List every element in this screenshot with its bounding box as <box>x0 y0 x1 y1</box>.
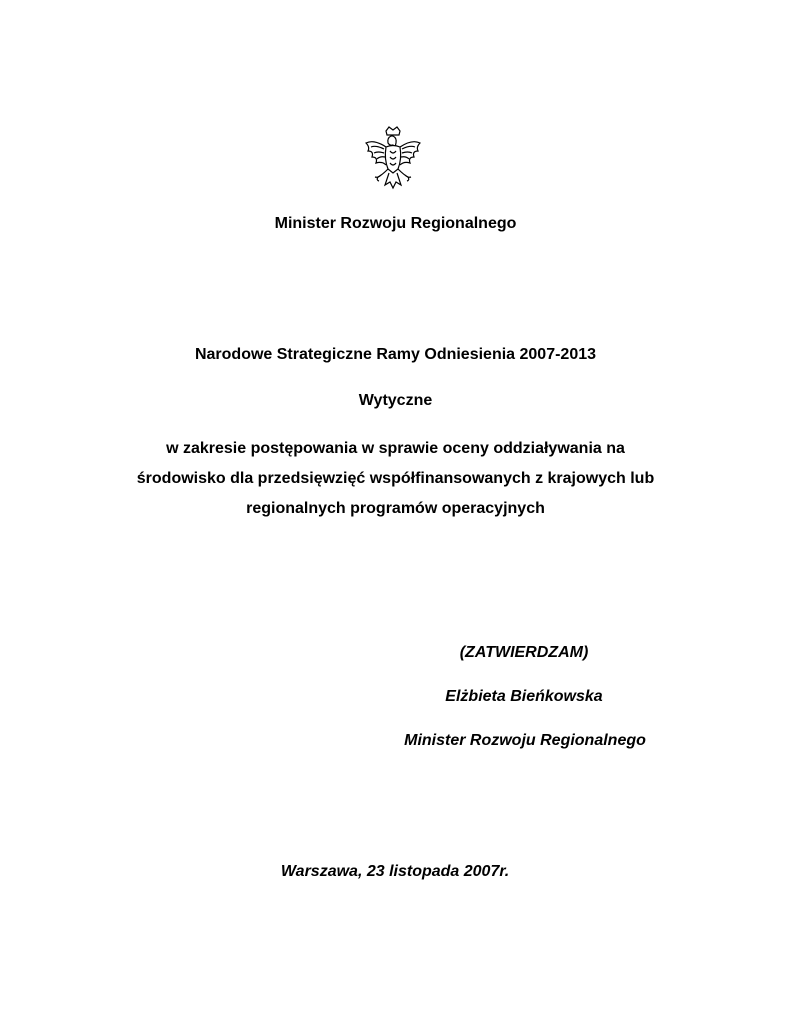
program-title: Narodowe Strategiczne Ramy Odniesienia 2007-2013 <box>194 346 597 363</box>
subject-line-3: regionalnych programów operacyjnych <box>246 500 545 517</box>
document-subject <box>0 434 791 524</box>
polish-eagle-emblem <box>362 125 424 193</box>
subject-line-2: środowisko dla przedsięwzięć współfinansowanych z krajowych lub <box>136 470 655 487</box>
ministry-title: Minister Rozwoju Regionalnego <box>274 215 517 232</box>
subject-line-1: w zakresie postępowania w sprawie oceny oddziaływania na <box>166 440 625 457</box>
signer-name: Elżbieta Bieńkowska <box>445 688 603 705</box>
approval-status: (ZATWIERDZAM) <box>459 644 589 661</box>
document-type-title: Wytyczne <box>358 392 433 409</box>
signer-role: Minister Rozwoju Regionalnego <box>404 732 646 749</box>
place-and-date: Warszawa, 23 listopada 2007r. <box>280 863 510 880</box>
